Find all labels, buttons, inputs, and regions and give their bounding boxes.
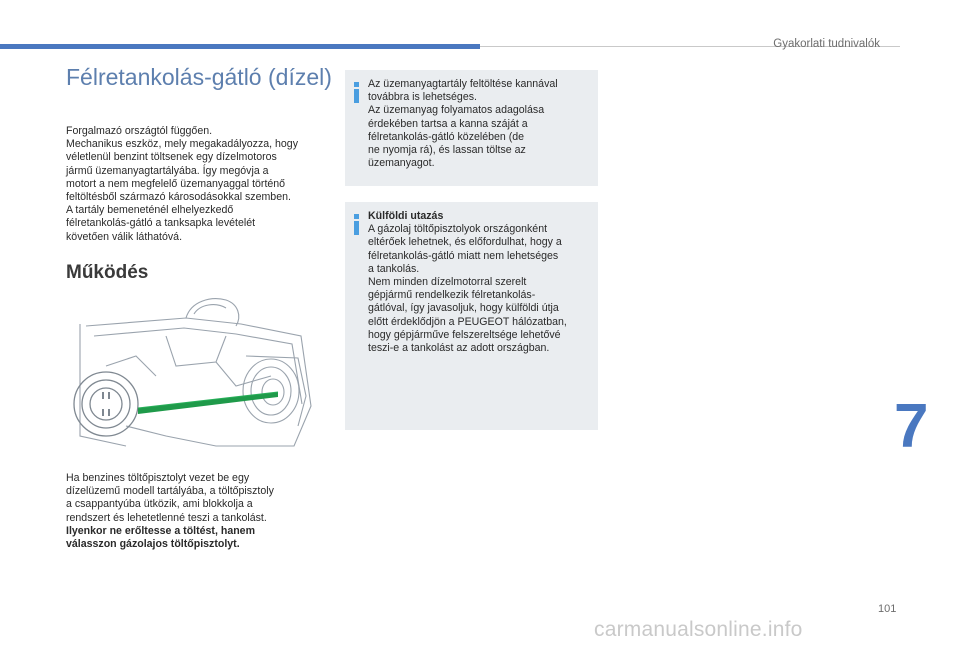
- info-line: gátlóval, így javasoljuk, hogy külföldi útja: [368, 302, 559, 315]
- operation-line: Ha benzines töltőpisztolyt vezet be egy: [66, 472, 250, 484]
- intro-line: jármű üzemanyagtartályába. Így megóvja a: [66, 164, 269, 177]
- page-title: Félretankolás-gátló (dízel): [66, 64, 332, 90]
- info-box-text: [368, 78, 558, 170]
- chapter-number: 7: [894, 392, 929, 461]
- watermark: carmanualsonline.info: [594, 618, 803, 641]
- info-box-text: [368, 210, 567, 355]
- operation-heading: Működés: [66, 262, 149, 283]
- info-line: a tankolás.: [368, 262, 420, 275]
- info-box-travel: [345, 202, 598, 430]
- intro-line: feltöltésből származó károsodásokkal szemben.: [66, 191, 291, 204]
- intro-line: követően válik láthatóvá.: [66, 230, 183, 243]
- info-line: gépjármű rendelkezik félretankolás-: [368, 289, 536, 302]
- intro-paragraph: [66, 125, 336, 244]
- info-line: félretankolás-gátló miatt nem lehetséges: [368, 249, 559, 262]
- operation-paragraph: [66, 472, 336, 551]
- intro-line: A tartály bemeneténél elhelyezkedő: [66, 204, 234, 217]
- info-title: Külföldi utazás: [368, 210, 444, 222]
- intro-line: motort a nem megfelelő üzemanyaggal történő: [66, 177, 286, 190]
- header-accent-bar: [0, 44, 480, 49]
- info-line: Az üzemanyagtartály feltöltése kannával: [368, 78, 558, 90]
- info-line: Nem minden dízelmotorral szerelt: [368, 276, 527, 289]
- intro-line: Mechanikus eszköz, mely megakadályozza, hogy: [66, 138, 298, 151]
- operation-line: dízelüzemű modell tartályába, a töltőpisztoly: [66, 485, 274, 498]
- info-line: hogy gépjárműve felszereltsége lehetővé: [368, 328, 561, 341]
- intro-line: véletlenül benzint töltsenek egy dízelmotoros: [66, 151, 277, 164]
- operation-warning-line: Ilyenkor ne erőltesse a töltést, hanem: [66, 524, 255, 537]
- operation-line: rendszert és lehetetlenné teszi a tankolást.: [66, 511, 267, 524]
- info-line: üzemanyagot.: [368, 157, 435, 170]
- info-line: teszi-e a tankolást az adott országban.: [368, 342, 550, 355]
- info-box-canister: [345, 70, 598, 186]
- operation-warning-line: válasszon gázolajos töltőpisztolyt.: [66, 538, 240, 551]
- info-line: eltérőek lehetnek, és előfordulhat, hogy a: [368, 236, 562, 249]
- fuel-filler-illustration: [66, 296, 316, 456]
- info-line: ne nyomja rá), és lassan töltse az: [368, 144, 526, 157]
- info-line: előtt érdeklődjön a PEUGEOT hálózatban,: [368, 315, 567, 328]
- info-icon: [354, 82, 359, 103]
- info-icon: [354, 214, 359, 235]
- info-line: A gázolaj töltőpisztolyok országonként: [368, 223, 548, 236]
- intro-line: Forgalmazó országtól függően.: [66, 125, 213, 137]
- info-line: érdekében tartsa a kanna száját a: [368, 117, 528, 130]
- info-line: Az üzemanyag folyamatos adagolása: [368, 104, 545, 117]
- section-title: Gyakorlati tudnivalók: [773, 38, 880, 50]
- page-number: 101: [878, 603, 897, 615]
- info-line: félretankolás-gátló közelében (de: [368, 130, 525, 143]
- intro-line: félretankolás-gátló a tanksapka levételét: [66, 217, 256, 230]
- info-line: továbbra is lehetséges.: [368, 91, 477, 104]
- operation-line: a csappantyúba ütközik, ami blokkolja a: [66, 498, 253, 511]
